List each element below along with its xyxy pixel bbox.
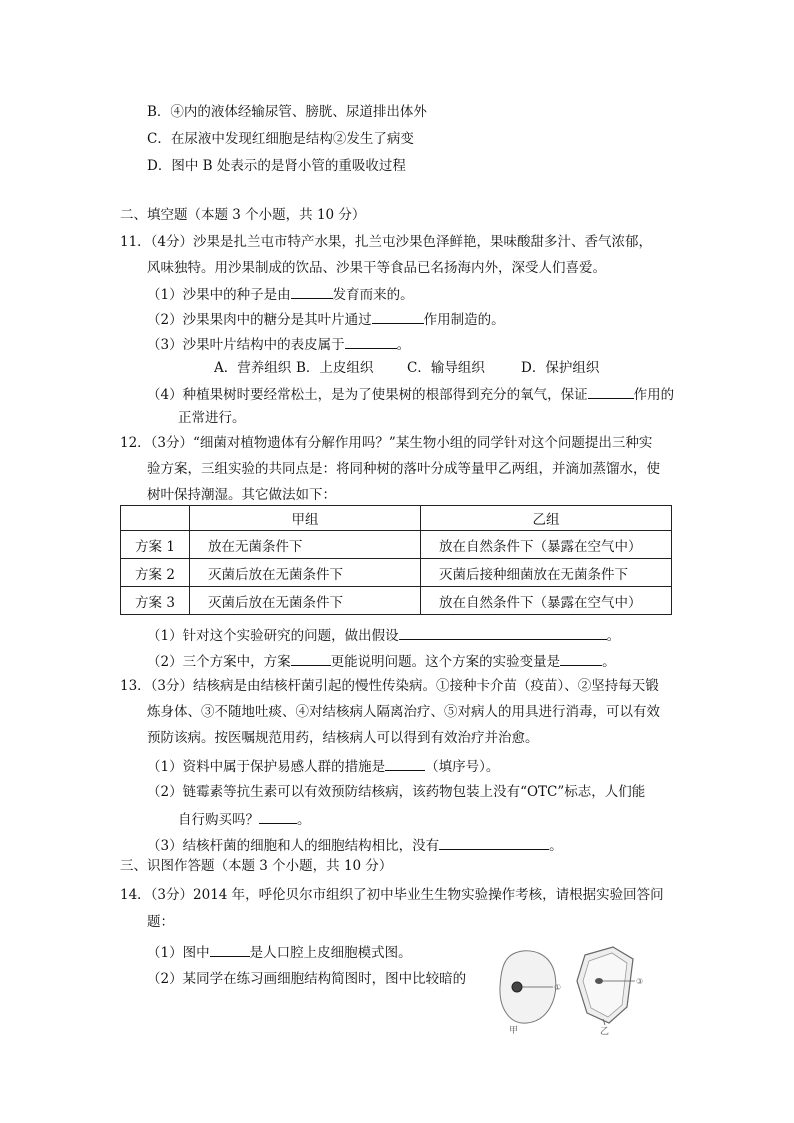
q11-part3-option-a: A．营养组织 [214,360,292,376]
q13-part1-text-b: （填序号）。 [425,759,500,775]
table-header-cell: 甲组 [190,506,421,531]
q12-part1 [147,625,620,645]
q12-experiment-table [120,505,672,615]
q11-part4-blank[interactable] [588,384,634,399]
q11-part3-option-b: B．上皮组织 [296,360,374,376]
q11-part4-text-a: （4）种植果树时要经常松土，是为了使果树的根部得到充分的氧气，保证 [147,387,588,403]
q11-part3-blank[interactable] [345,334,397,349]
table-header-cell: 乙组 [421,506,672,531]
q10-option-d: D．图中 B 处表示的是肾小管的重吸收过程 [147,158,406,174]
q10-option-b: B．④内的液体经输尿管、膀胱、尿道排出体外 [147,104,427,120]
q11-part2-text-a: （2）沙果果肉中的糖分是其叶片通过 [147,312,372,328]
q13-stem-line3: 预防该病。按医嘱规范用药，结核病人可以得到有效治疗并治愈。 [147,730,539,746]
table-cell: 灭菌后放在无菌条件下 [190,559,421,587]
q14-part1-text-a: （1）图中 [147,945,210,961]
q11-part1-text-a: （1）沙果中的种子是由 [147,287,291,303]
figure-label-yi: 乙 [600,1027,610,1035]
q12-part2 [147,651,616,671]
q12-part1-blank[interactable] [399,625,607,640]
q13-part3-text-b: 。 [549,838,563,854]
q11-part1-text-b: 发育而来的。 [332,287,414,303]
q11-part2-blank[interactable] [372,309,424,324]
q13-part2-blank[interactable] [259,809,297,824]
table-row [121,531,672,559]
q13-part2-text-b: 自行购买吗？ [178,812,259,828]
q11-part4-text-b: 作用的 [633,387,675,403]
q13-part1-text-a: （1）资料中属于保护易感人群的措施是 [147,759,386,775]
q11-part3-option-c: C．输导组织 [407,360,485,376]
q11-part4-continued: 正常进行。 [178,410,246,426]
q12-part2-blank-1[interactable] [291,651,331,666]
q14-part1 [147,942,412,962]
q14-stem-line2: 题： [147,914,174,930]
q12-part2-text-c: 。 [602,654,616,670]
q11-part3-option-d: D．保护组织 [521,360,600,376]
table-cell: 方案 2 [121,559,190,587]
table-cell: 放在自然条件下（暴露在空气中） [421,587,672,615]
plant-cell-drawing [577,947,635,1025]
q11-stem-line2: 风味独特。用沙果制成的饮品、沙果干等食品已名扬海内外，深受人们喜爱。 [147,260,606,276]
q14-part1-text-b: 是人口腔上皮细胞模式图。 [249,945,412,961]
table-row [121,587,672,615]
q12-stem-line1: 12．（3分）“细菌对植物遗体有分解作用吗？”某生物小组的同学针对这个问题提出三种实 [120,435,653,451]
q10-option-c: C．在尿液中发现红细胞是结构②发生了病变 [147,131,414,147]
q13-part1 [147,756,499,776]
table-cell: 放在自然条件下（暴露在空气中） [421,531,672,559]
cell-diagram-figure [495,945,665,1035]
table-cell: 方案 3 [121,587,190,615]
q11-part3-text-a: （3）沙果叶片结构中的表皮属于 [147,337,345,353]
q12-part1-text-a: （1）针对这个实验研究的问题，做出假设 [147,628,399,644]
q11-part4 [147,384,674,404]
table-cell: 灭菌后接种细菌放在无菌条件下 [421,559,672,587]
q14-stem-line1: 14．（3分）2014 年，呼伦贝尔市组织了初中毕业生生物实验操作考核，请根据实验回答问 [120,887,664,903]
q14-part2: （2）某同学在练习画细胞结构简图时，图中比较暗的 [147,971,467,987]
q12-stem-line2: 验方案，三组实验的共同点是：将同种树的落叶分成等量甲乙两组，并滴加蒸馏水，使 [147,461,660,477]
q12-part2-text-a: （2）三个方案中，方案 [147,654,291,670]
q11-part2 [147,309,505,329]
q11-part3-text-b: 。 [396,337,411,353]
table-cell: 方案 1 [121,531,190,559]
q11-part1 [147,284,414,304]
q12-stem-line3: 树叶保持潮湿。其它做法如下： [147,487,336,503]
q11-stem-line1: 11．（4分）沙果是扎兰屯市特产水果，扎兰屯沙果色泽鲜艳，果味酸甜多汁、香气浓郁， [120,234,653,250]
figure-mark-left: ① [554,983,562,992]
section-3-title: 三、识图作答题（本题 3 个小题，共 10 分） [120,858,393,874]
figure-mark-right: ③ [636,977,644,986]
q13-stem-line1: 13．（3分）结核病是由结核杆菌引起的慢性传染病。①接种卡介苗（疫苗）、②坚持每天锻 [120,678,659,694]
q12-part2-text-b: 更能说明问题。这个方案的实验变量是 [330,654,561,670]
table-header-cell [121,506,190,531]
q13-part1-blank[interactable] [385,756,425,771]
cheek-cell-drawing [500,951,556,1023]
q12-part2-blank-2[interactable] [560,651,602,666]
q11-part3 [147,334,410,354]
q13-stem-line2: 炼身体、③不随地吐痰、④对结核病人隔离治疗、⑤对病人的用具进行消毒，可以有效 [147,704,660,720]
q13-part2-continued [178,809,311,829]
q11-part1-blank[interactable] [291,284,333,299]
q13-part2-text-c: 。 [297,812,311,828]
table-cell: 灭菌后放在无菌条件下 [190,587,421,615]
q14-part1-blank[interactable] [210,942,250,957]
q12-part1-text-b: 。 [606,628,621,644]
q13-part3-text-a: （3）结核杆菌的细胞和人的细胞结构相比，没有 [147,838,440,854]
table-header-row [121,506,672,531]
figure-label-jia: 甲 [509,1026,519,1035]
q13-part3 [147,835,563,855]
q11-part2-text-b: 作用制造的。 [423,312,505,328]
section-2-title: 二、填空题（本题 3 个小题，共 10 分） [120,207,366,223]
table-cell: 放在无菌条件下 [190,531,421,559]
q13-part3-blank[interactable] [439,835,549,850]
table-row [121,559,672,587]
q13-part2: （2）链霉素等抗生素可以有效预防结核病，该药物包装上没有“OTC”标志，人们能 [147,784,646,800]
